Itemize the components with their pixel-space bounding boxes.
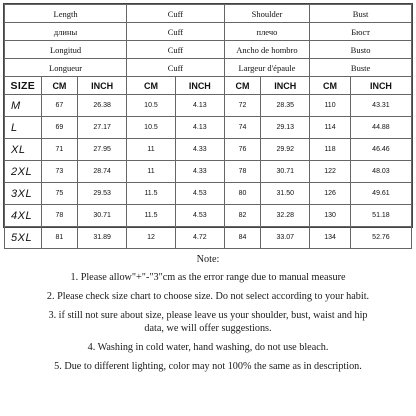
measurement-value: 4.33 (175, 161, 224, 183)
size-rows (5, 95, 412, 249)
measurement-value: 80 (224, 183, 261, 205)
measurement-value: 52.76 (350, 227, 411, 249)
measurement-label: плечо (224, 23, 309, 41)
measurement-label: Bust (310, 5, 412, 23)
measurement-label: Cuff (127, 41, 225, 59)
measurement-label: Length (5, 5, 127, 23)
measurement-value: 110 (310, 95, 351, 117)
measurement-value: 78 (224, 161, 261, 183)
measurement-value: 126 (310, 183, 351, 205)
measurement-value: 76 (224, 139, 261, 161)
measurement-value: 29.53 (78, 183, 127, 205)
measurement-value: 12 (127, 227, 176, 249)
measurement-value: 114 (310, 117, 351, 139)
measurement-value: 82 (224, 205, 261, 227)
measurement-label: Cuff (127, 59, 225, 77)
size-label: 3XL (5, 183, 42, 205)
measurement-value: 49.61 (350, 183, 411, 205)
measurement-value: 73 (41, 161, 78, 183)
table-row (5, 227, 412, 249)
measurement-value: 11 (127, 139, 176, 161)
measurement-label: длины (5, 23, 127, 41)
measurement-value: 44.88 (350, 117, 411, 139)
unit-header: INCH (78, 77, 127, 95)
table-row (5, 95, 412, 117)
measurement-label: Cuff (127, 23, 225, 41)
measurement-value: 122 (310, 161, 351, 183)
unit-header: CM (310, 77, 351, 95)
size-label: XL (5, 139, 42, 161)
measurement-label: Longitud (5, 41, 127, 59)
size-label: M (5, 95, 42, 117)
measurement-value: 134 (310, 227, 351, 249)
size-label: 2XL (5, 161, 42, 183)
measurement-value: 118 (310, 139, 351, 161)
measurement-value: 32.28 (261, 205, 310, 227)
measurement-value: 4.53 (175, 205, 224, 227)
size-chart (3, 3, 413, 244)
measurement-value: 27.17 (78, 117, 127, 139)
unit-header: CM (127, 77, 176, 95)
measurement-value: 48.03 (350, 161, 411, 183)
note-5: 5. Due to different lighting, color may not 100% the same as in description. (54, 361, 362, 372)
table-row (5, 205, 412, 227)
measurement-value: 67 (41, 95, 78, 117)
measurement-value: 74 (224, 117, 261, 139)
measurement-value: 28.74 (78, 161, 127, 183)
measurement-value: 10.5 (127, 95, 176, 117)
measurement-value: 69 (41, 117, 78, 139)
label-row (5, 23, 412, 41)
measurement-label: Largeur d'épaule (224, 59, 309, 77)
measurement-value: 33.07 (261, 227, 310, 249)
measurement-value: 31.89 (78, 227, 127, 249)
unit-header: INCH (350, 77, 411, 95)
measurement-value: 4.33 (175, 139, 224, 161)
table-row (5, 161, 412, 183)
measurement-value: 11 (127, 161, 176, 183)
measurement-value: 28.35 (261, 95, 310, 117)
measurement-label: Cuff (127, 5, 225, 23)
size-label: 5XL (5, 227, 42, 249)
measurement-value: 11.5 (127, 205, 176, 227)
measurement-value: 30.71 (261, 161, 310, 183)
measurement-value: 130 (310, 205, 351, 227)
measurement-value: 29.92 (261, 139, 310, 161)
size-label: L (5, 117, 42, 139)
measurement-value: 71 (41, 139, 78, 161)
measurement-value: 4.13 (175, 117, 224, 139)
size-table (4, 4, 412, 249)
label-row (5, 59, 412, 77)
unit-header: INCH (261, 77, 310, 95)
measurement-label: Shoulder (224, 5, 309, 23)
unit-header: CM (41, 77, 78, 95)
measurement-value: 30.71 (78, 205, 127, 227)
unit-header: CM (224, 77, 261, 95)
measurement-value: 4.72 (175, 227, 224, 249)
measurement-label: Longueur (5, 59, 127, 77)
measurement-value: 31.50 (261, 183, 310, 205)
unit-header-row (5, 77, 412, 95)
notes-section (3, 254, 413, 379)
measurement-value: 75 (41, 183, 78, 205)
measurement-value: 84 (224, 227, 261, 249)
table-row (5, 117, 412, 139)
measurement-value: 72 (224, 95, 261, 117)
table-row (5, 139, 412, 161)
measurement-value: 4.13 (175, 95, 224, 117)
measurement-value: 26.38 (78, 95, 127, 117)
note-3-cont: data, we will offer suggestions. (144, 323, 272, 334)
measurement-value: 10.5 (127, 117, 176, 139)
label-row (5, 41, 412, 59)
size-header: SIZE (5, 77, 42, 95)
unit-header: INCH (175, 77, 224, 95)
measurement-value: 51.18 (350, 205, 411, 227)
note-3: 3. if still not sure about size, please leave us your shoulder, bust, waist and hip (48, 310, 368, 321)
label-row (5, 5, 412, 23)
measurement-value: 4.53 (175, 183, 224, 205)
notes-title: Note: (196, 254, 220, 265)
measurement-label: Busto (310, 41, 412, 59)
measurement-label: Buste (310, 59, 412, 77)
measurement-value: 11.5 (127, 183, 176, 205)
measurement-value: 43.31 (350, 95, 411, 117)
measurement-label: Бюст (310, 23, 412, 41)
measurement-value: 81 (41, 227, 78, 249)
measurement-labels (5, 5, 412, 77)
measurement-value: 29.13 (261, 117, 310, 139)
measurement-value: 46.46 (350, 139, 411, 161)
note-4: 4. Washing in cold water, hand washing, do not use bleach. (87, 342, 329, 353)
note-2: 2. Please check size chart to choose size. Do not select according to your habit. (46, 291, 370, 302)
measurement-label: Ancho de hombro (224, 41, 309, 59)
measurement-value: 27.95 (78, 139, 127, 161)
table-row (5, 183, 412, 205)
measurement-value: 78 (41, 205, 78, 227)
note-1: 1. Please allow"+"-"3"cm as the error range due to manual measure (70, 272, 346, 283)
size-label: 4XL (5, 205, 42, 227)
